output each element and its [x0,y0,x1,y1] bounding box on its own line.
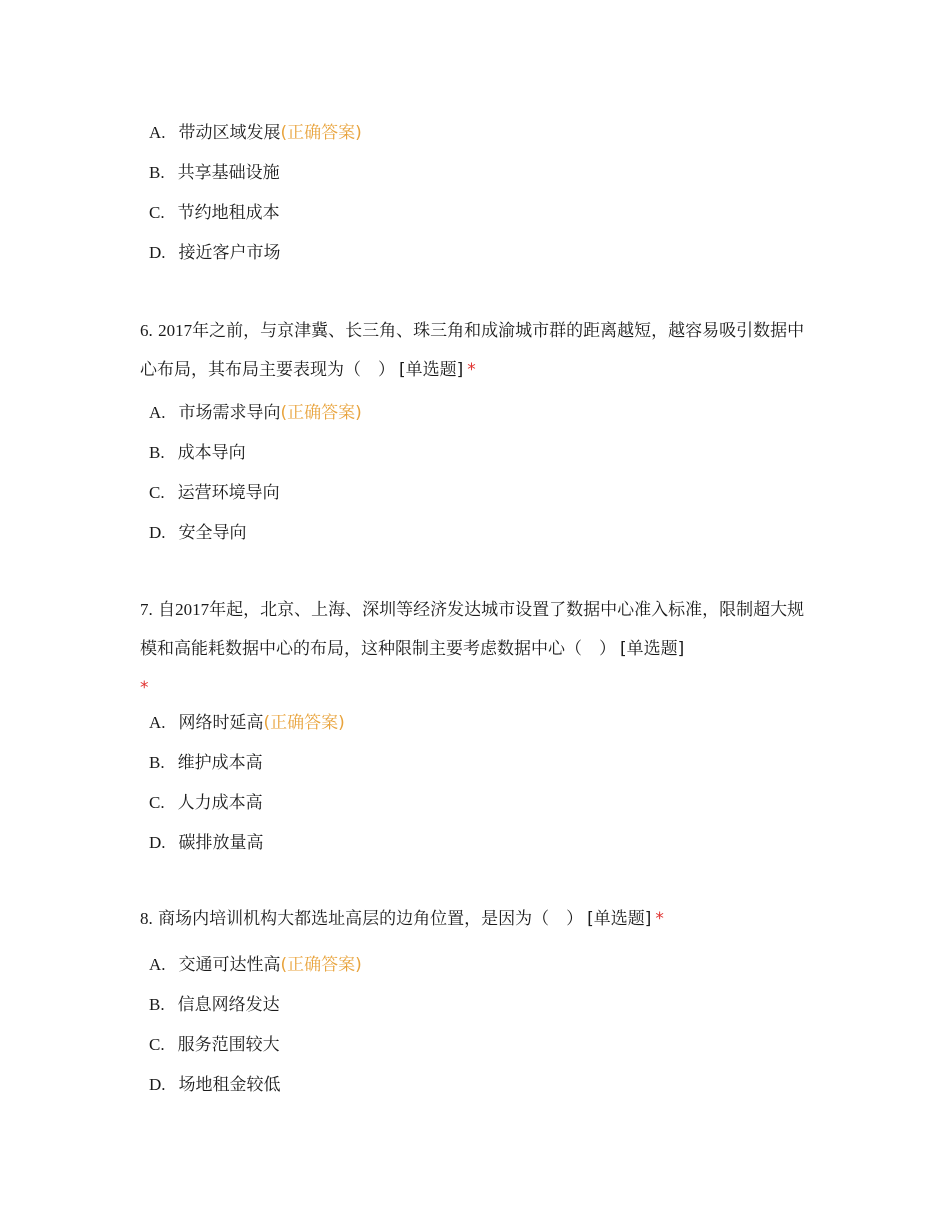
option-text: 网络时延高 [178,713,264,733]
question-year: 2017 [175,600,210,619]
correct-answer-mark: (正确答案) [280,403,362,423]
option-text: 交通可达性高 [178,955,281,975]
option-text: 安全导向 [178,523,247,543]
option-letter: C [149,203,161,222]
option-letter: D [149,523,162,542]
option-letter: B [149,163,161,182]
option-text: 服务范围较大 [177,1035,280,1055]
option-d[interactable]: D. 碳排放量高 [149,833,264,853]
option-letter: D [149,243,162,262]
question-number: 7 [140,600,149,619]
question-type-label: [单选题] [587,909,652,929]
option-text: 市场需求导向 [178,403,281,423]
option-letter: A [149,955,162,974]
option-letter: B [149,753,161,772]
option-d[interactable]: D. 安全导向 [149,523,247,543]
option-text: 节约地租成本 [177,203,280,223]
option-b[interactable]: B. 成本导向 [149,443,246,463]
option-text: 碳排放量高 [178,833,264,853]
option-text: 信息网络发达 [177,995,280,1015]
option-letter: D [149,1075,162,1094]
option-text: 带动区域发展 [178,123,281,143]
option-a[interactable]: A. 网络时延高(正确答案) [149,713,345,733]
option-text: 共享基础设施 [177,163,280,183]
option-b[interactable]: B. 信息网络发达 [149,995,280,1015]
option-letter: B [149,443,161,462]
question-text: 8. 商场内培训机构大都选址高层的边角位置，是因为（ ） [单选题] * [140,909,664,929]
required-mark: * [140,678,149,698]
option-text: 场地租金较低 [178,1075,281,1095]
option-text: 接近客户市场 [178,243,281,263]
correct-answer-mark: (正确答案) [280,955,362,975]
option-text: 维护成本高 [177,753,263,773]
question-number: 8 [140,909,149,928]
option-a[interactable]: A. 交通可达性高(正确答案) [149,955,362,975]
option-c[interactable]: C. 人力成本高 [149,793,263,813]
question-text: 6. 2017年之前，与京津冀、长三角、珠三角和成渝城市群的距离越短，越容易吸引数据中心布局，其布局主要表现为（ ） [单选题] * [140,321,805,380]
option-text: 成本导向 [177,443,246,463]
option-a[interactable]: A. 带动区域发展(正确答案) [149,123,362,143]
required-mark: * [655,909,664,929]
option-c[interactable]: C. 服务范围较大 [149,1035,280,1055]
required-mark: * [467,360,476,380]
correct-answer-mark: (正确答案) [263,713,345,733]
question-text: 7. 自2017年起，北京、上海、深圳等经济发达城市设置了数据中心准入标准，限制超大规模和高能耗数据中心的布局，这种限制主要考虑数据中心（ ） [单选题] * [140,600,805,698]
option-letter: A [149,713,162,732]
option-text: 人力成本高 [177,793,263,813]
option-letter: A [149,403,162,422]
correct-answer-mark: (正确答案) [280,123,362,143]
option-letter: D [149,833,162,852]
option-c[interactable]: C. 运营环境导向 [149,483,280,503]
option-c[interactable]: C. 节约地租成本 [149,203,280,223]
option-text: 运营环境导向 [177,483,280,503]
option-letter: C [149,793,161,812]
question-type-label: [单选题] [399,360,464,380]
question-year: 2017 [158,321,193,340]
option-letter: B [149,995,161,1014]
option-letter: A [149,123,162,142]
question-number: 6 [140,321,149,340]
option-b[interactable]: B. 维护成本高 [149,753,263,773]
question-type-label: [单选题] [620,639,685,659]
option-a[interactable]: A. 市场需求导向(正确答案) [149,403,362,423]
option-letter: C [149,1035,161,1054]
option-d[interactable]: D. 接近客户市场 [149,243,281,263]
question-prefix: 自 [158,600,176,620]
option-b[interactable]: B. 共享基础设施 [149,163,280,183]
option-d[interactable]: D. 场地租金较低 [149,1075,281,1095]
option-letter: C [149,483,161,502]
question-body: 年之前，与京津冀、长三角、珠三角和成渝城市群的距离越短，越容易吸引数据中心布局，其布局主要表现为（ ） [140,321,805,380]
question-body: 商场内培训机构大都选址高层的边角位置，是因为（ ） [158,909,584,929]
question-body: 年起，北京、上海、深圳等经济发达城市设置了数据中心准入标准，限制超大规模和高能耗数据中心的布局，这种限制主要考虑数据中心（ ） [140,600,805,659]
